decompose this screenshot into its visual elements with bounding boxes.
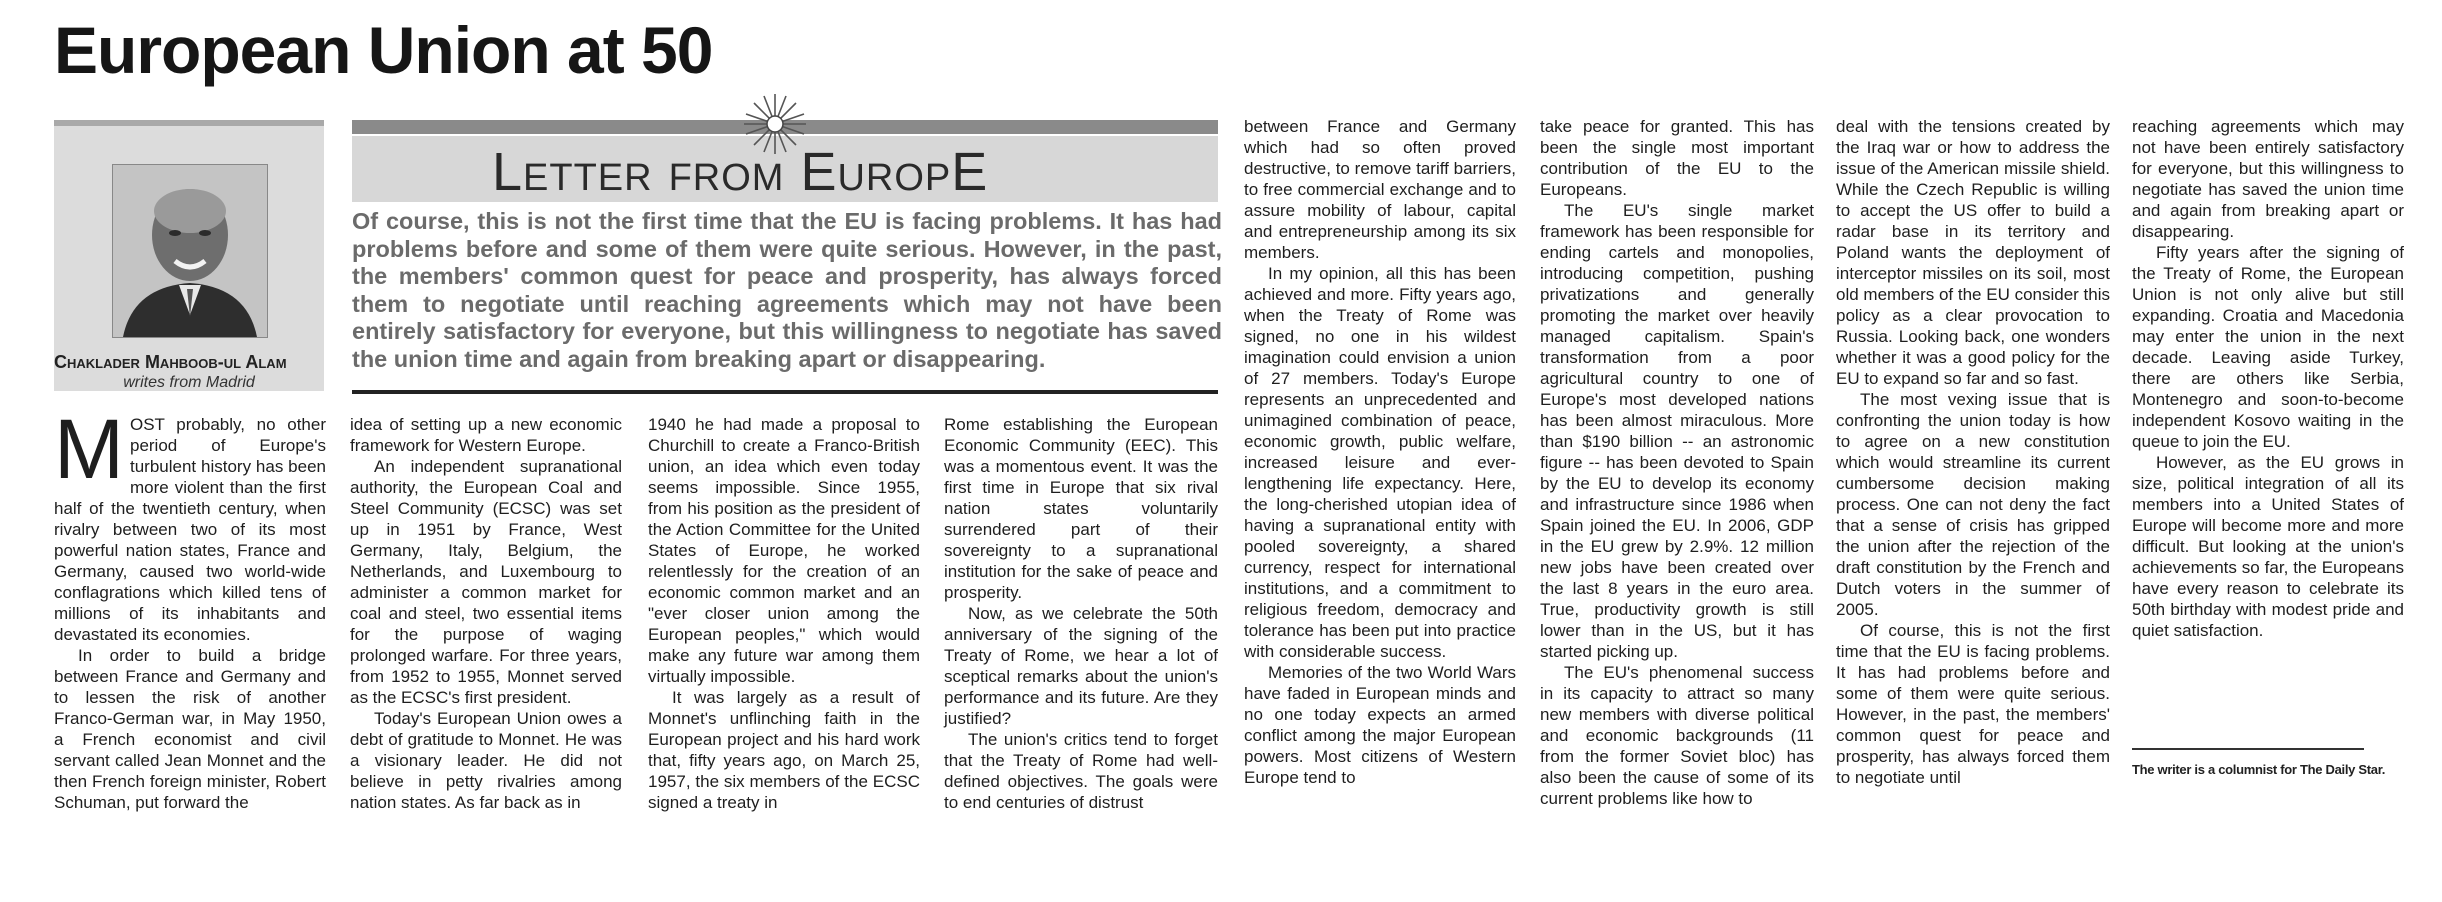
author-name: Chaklader Mahboob-ul Alam <box>54 352 287 372</box>
column-2-paragraph-2: An independent supranational authority, the European Coal and Steel Community (ECSC) was set up in 1951 by France, West Germany, Italy, Belgium, the Netherlands, and Luxembourg to administer a common market for coal and steel, two essential items for the purpose of waging prolonged warfare. For three years, from 1952 to 1955, Monnet served as the ECSC's first president. <box>350 457 622 707</box>
column-6-paragraph-3: The EU's phenomenal success in its capacity to attract so many new members with diverse political and economic backgrounds (11 from the former Soviet bloc) has also been the cause of some of its current problems like how to <box>1540 663 1814 808</box>
column-3-paragraph-2: It was largely as a result of Monnet's unflinching faith in the European project and his hard work that, fifty years ago, on March 25, 1957, the six members of the ECSC signed a treaty in <box>648 688 920 812</box>
article-column-8 <box>2132 116 2404 641</box>
column-3-paragraph-1: 1940 he had made a proposal to Churchill to create a Franco-British union, an idea which even today seems impossible. Since 1955, from his position as the president of the Action Committee for the United States of Europe, he worked relentlessly for the creation of an economic common market and an "ever closer union among the European peoples," which would make any future war among them virtually impossible. <box>648 415 920 686</box>
article-column-1 <box>54 402 326 813</box>
pull-quote-rule <box>352 390 1218 394</box>
column-8-paragraph-3: However, as the EU grows in size, political integration of all its members into a United States of Europe will become more and more difficult. But looking at the union's achievements so far, the Europeans have every reason to celebrate its 50th birthday with modest pride and quiet satisfaction. <box>2132 453 2404 640</box>
column-1-paragraph-2: In order to build a bridge between France and Germany and to lessen the risk of another Franco-German war, in May 1950, a French economist and civil servant called Jean Monnet and the then French foreign minister, Robert Schuman, put forward the <box>54 646 326 812</box>
column-5-paragraph-3: Memories of the two World Wars have faded in European minds and no one today expects an armed conflict among the major European powers. Most citizens of Western Europe tend to <box>1244 663 1516 787</box>
article-column-7 <box>1836 116 2110 788</box>
article-column-2 <box>350 414 622 813</box>
banner-title: Letter from EuropE <box>492 142 989 202</box>
column-4-paragraph-2: Now, as we celebrate the 50th anniversary of the signing of the Treaty of Rome, we hear a lot of sceptical remarks about the union's performance and its future. Are they justified? <box>944 604 1218 728</box>
column-4-paragraph-1: Rome establishing the European Economic Community (EEC). This was a momentous event. It was the first time in Europe that six rival nation states voluntarily surrendered part of their sovereignty to a supranational institution for the sake of peace and prosperity. <box>944 415 1218 602</box>
column-1-lead-text: OST probably, no other period of Europe's turbulent history has been more violent than the first half of the twentieth century, when rivalry between two of its most powerful nation states, France and Germany, caused two world-wide conflagrations which killed tens of millions of its inhabitants and devastated its economies. <box>54 415 326 644</box>
article-column-3 <box>648 414 920 813</box>
drop-cap: M <box>54 402 124 496</box>
column-8-paragraph-2: Fifty years after the signing of the Treaty of Rome, the European Union is not only alive but still expanding. Croatia and Macedonia may enter the union in the next decade. Leaving aside Turkey, there are others like Serbia, Montenegro and soon-to-become independent Kosovo waiting in the queue to join the EU. <box>2132 243 2404 451</box>
column-8-paragraph-1: reaching agreements which may not have been entirely satisfactory for everyone, but this willingness to negotiate has saved the union time and again from breaking apart or disappearing. <box>2132 117 2404 241</box>
article-column-6 <box>1540 116 1814 809</box>
column-2-paragraph-3: Today's European Union owes a debt of gratitude to Monnet. He was a visionary leader. He did not believe in petty rivalries among nation states. As far back as in <box>350 709 622 812</box>
column-7-paragraph-3: Of course, this is not the first time that the EU is facing problems. It has had problems before and some of them were quite serious. However, in the past, the members' common quest for peace and prosperity, has always forced them to negotiate until <box>1836 621 2110 787</box>
column-6-paragraph-1: take peace for granted. This has been the single most important contribution of the EU to the Europeans. <box>1540 117 1814 199</box>
article-headline: European Union at 50 <box>54 13 713 87</box>
article-column-5 <box>1244 116 1516 788</box>
author-portrait-icon <box>113 165 267 337</box>
column-2-paragraph-1: idea of setting up a new economic framework for Western Europe. <box>350 415 622 455</box>
writer-footnote: The writer is a columnist for The Daily Star. <box>2132 762 2386 777</box>
author-box <box>54 120 324 391</box>
column-7-paragraph-2: The most vexing issue that is confronting the union today is how to agree on a new constitution which would streamline its current cumbersome decision making process. One can not deny the fact that a sense of crisis has gripped the union after the rejection of the draft constitution by the French and Dutch voters in the summer of 2005. <box>1836 390 2110 619</box>
pull-quote: Of course, this is not the first time that the EU is facing problems. It has had problems before and some of them were quite serious. However, in the past, the members' common quest for peace and prosperity, has always forced them to negotiate until reaching agreements which may not have been entirely satisfactory for everyone, but this willingness to negotiate has saved the union time and again from breaking apart or disappearing. <box>352 208 1222 372</box>
footnote-rule <box>2132 748 2364 750</box>
column-1-lead <box>54 402 326 645</box>
column-4-paragraph-3: The union's critics tend to forget that the Treaty of Rome had well-defined objectives. The goals were to end centuries of distrust <box>944 730 1218 812</box>
article-column-4 <box>944 414 1218 813</box>
author-location: writes from Madrid <box>123 374 255 391</box>
column-5-paragraph-1: between France and Germany which had so often proved destructive, to remove tariff barriers, to free commercial exchange and to assure mobility of labour, capital and entrepreneurship among its six members. <box>1244 117 1516 262</box>
column-5-paragraph-2: In my opinion, all this has been achieved and more. Fifty years ago, when the Treaty of Rome was signed, no one in his wildest imagination could envision a union of 27 members. Today's Europe represents an unprecedented and unimagined combination of peace, economic growth, public welfare, increased leisure and ever-lengthening life expectancy. Here, the long-cherished utopian idea of having a supranational entity with pooled sovereignty, a shared currency, respect for international institutions, and a commitment to religious freedom, democracy and tolerance has been put into practice with considerable success. <box>1244 264 1516 661</box>
column-6-paragraph-2: The EU's single market framework has been responsible for ending cartels and monopolies, introducing competition, pushing privatizations and generally promoting the market over heavily managed capitalism. Spain's transformation from a poor agricultural country to one of Europe's most developed nations has been almost miraculous. More than $190 billion -- an astronomic figure -- has been devoted to Spain by the EU to develop its economy and infrastructure since 1986 when Spain joined the EU. In 2006, GDP in the EU grew by 2.9%. 12 million new jobs have been created over the last 8 years in the euro area. True, productivity growth is still lower than in the US, but it has started picking up. <box>1540 201 1814 661</box>
author-photo <box>112 164 268 338</box>
column-7-paragraph-1: deal with the tensions created by the Iraq war or how to address the issue of the American missile shield. While the Czech Republic is willing to accept the US offer to build a radar base in its territory and Poland wants the deployment of interceptor missiles on its soil, most old members of the EU consider this policy as a clear provocation to Russia. Looking back, one wonders whether it was a good policy for the EU to expand so far and so fast. <box>1836 117 2111 388</box>
starburst-icon <box>740 92 810 156</box>
